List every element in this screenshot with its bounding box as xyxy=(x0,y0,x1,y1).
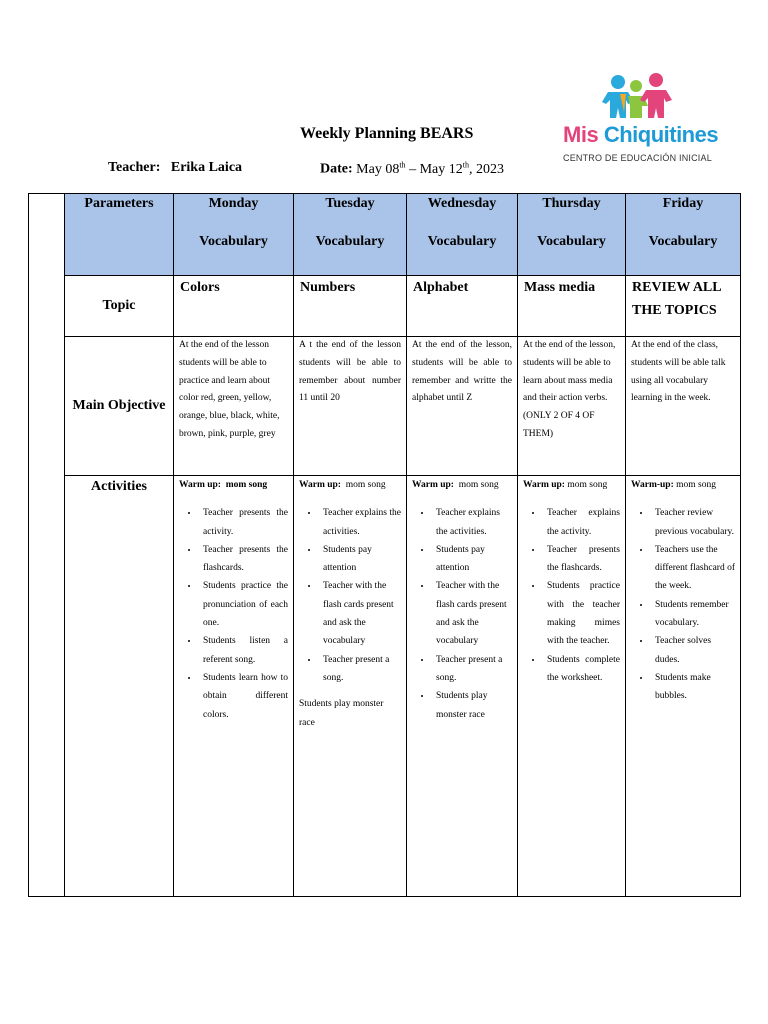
activities-friday xyxy=(626,476,741,897)
header-tuesday: Tuesday Vocabulary xyxy=(294,194,407,276)
objective-wednesday: At the end of the lesson, students will be able to remember and writte the alphabet until Z xyxy=(407,337,518,476)
header-friday: Friday Vocabulary xyxy=(626,194,741,276)
logo-subtitle: CENTRO DE EDUCACIÓN INICIAL xyxy=(563,153,712,163)
logo-name: Mis Chiquitines xyxy=(563,122,719,147)
objective-label: Main Objective xyxy=(65,337,174,476)
header-thursday: Thursday Vocabulary xyxy=(518,194,626,276)
list-item: • Teacher present a song. xyxy=(319,651,401,688)
list-item: • Students practice with the teacher making mimes with the teacher. xyxy=(543,577,620,650)
list-item: • Students pay attention xyxy=(432,541,512,578)
objective-friday: At the end of the class, students will be able talk using all vocabulary learning in the week. xyxy=(626,337,741,476)
topic-monday: Colors xyxy=(174,276,294,337)
warm-up-line: Warm up: mom song xyxy=(523,480,608,490)
list-item: • Students learn how to obtain different colors. xyxy=(199,669,288,724)
activities-tuesday xyxy=(294,476,407,897)
header-monday: Monday Vocabulary xyxy=(174,194,294,276)
list-item: • Teacher solves dudes. xyxy=(651,632,735,669)
list-item: • Students remember vocabulary. xyxy=(651,596,735,633)
activity-list xyxy=(631,504,735,705)
teacher-label: Teacher: xyxy=(108,160,161,175)
list-item: • Teacher with the flash cards present and ask the vocabulary xyxy=(432,577,512,650)
list-item: • Students listen a referent song. xyxy=(199,632,288,669)
children-logo-icon xyxy=(560,72,730,122)
list-item: • Students make bubbles. xyxy=(651,669,735,706)
activities-row xyxy=(29,476,741,897)
activities-thursday xyxy=(518,476,626,897)
list-item: • Teacher explains the activity. xyxy=(543,504,620,541)
objective-tuesday: A t the end of the lesson students will be able to remember about number 11 until 20 xyxy=(294,337,407,476)
list-item: • Students complete the worksheet. xyxy=(543,651,620,688)
list-item: • Teacher explains the activities. xyxy=(432,504,512,541)
teacher-line xyxy=(108,160,242,176)
activity-list xyxy=(179,504,288,724)
list-item: • Teacher present a song. xyxy=(432,651,512,688)
list-item: • Teacher presents the activity. xyxy=(199,504,288,541)
list-item: • Teacher with the flash cards present and ask the vocabulary xyxy=(319,577,401,650)
topic-row xyxy=(29,276,741,337)
warm-up-line: Warm up: mom song xyxy=(299,480,386,490)
school-logo xyxy=(560,72,730,167)
date-line xyxy=(320,160,504,178)
teacher-name: Erika Laica xyxy=(170,160,243,175)
header-parameters: Parameters xyxy=(65,194,174,276)
activity-list xyxy=(523,504,620,687)
activities-label: Activities xyxy=(65,476,174,897)
activity-list xyxy=(299,504,401,687)
objective-thursday: At the end of the lesson, students will be able to learn about mass media and their action verbs. (ONLY 2 OF 4 OF THEM) xyxy=(518,337,626,476)
activities-monday xyxy=(174,476,294,897)
list-item: • Students play monster race xyxy=(432,687,512,724)
extra-activity: Students play monster race xyxy=(299,699,384,728)
list-item: • Teacher presents the flashcards. xyxy=(543,541,620,578)
header-row xyxy=(29,194,741,276)
page-title: Weekly Planning BEARS xyxy=(300,125,474,142)
warm-up-line: Warm up: mom song xyxy=(179,480,268,490)
list-item: • Students pay attention xyxy=(319,541,401,578)
date-value: May 08th – May 12th, 2023 xyxy=(356,160,504,177)
warm-up-line: Warm-up: mom song xyxy=(631,480,716,490)
list-item: • Teacher presents the flashcards. xyxy=(199,541,288,578)
topic-friday: REVIEW ALL THE TOPICS xyxy=(626,276,741,337)
topic-label: Topic xyxy=(65,276,174,337)
header-wednesday: Wednesday Vocabulary xyxy=(407,194,518,276)
weekly-plan-table xyxy=(28,193,741,897)
activities-wednesday xyxy=(407,476,518,897)
list-item: • Students practice the pronunciation of each one. xyxy=(199,577,288,632)
list-item: • Teacher review previous vocabulary. xyxy=(651,504,735,541)
date-label: Date: xyxy=(320,161,353,177)
list-item: • Teachers use the different flashcard of the week. xyxy=(651,541,735,596)
left-margin-cell xyxy=(29,194,65,897)
list-item: • Teacher explains the activities. xyxy=(319,504,401,541)
topic-thursday: Mass media xyxy=(518,276,626,337)
objective-monday: At the end of the lesson students will be able to practice and learn about color red, green, yellow, orange, blue, black, white, brown, pink, purple, grey xyxy=(174,337,294,476)
topic-wednesday: Alphabet xyxy=(407,276,518,337)
activity-list xyxy=(412,504,512,724)
warm-up-line: Warm up: mom song xyxy=(412,480,499,490)
topic-tuesday: Numbers xyxy=(294,276,407,337)
objective-row xyxy=(29,337,741,476)
